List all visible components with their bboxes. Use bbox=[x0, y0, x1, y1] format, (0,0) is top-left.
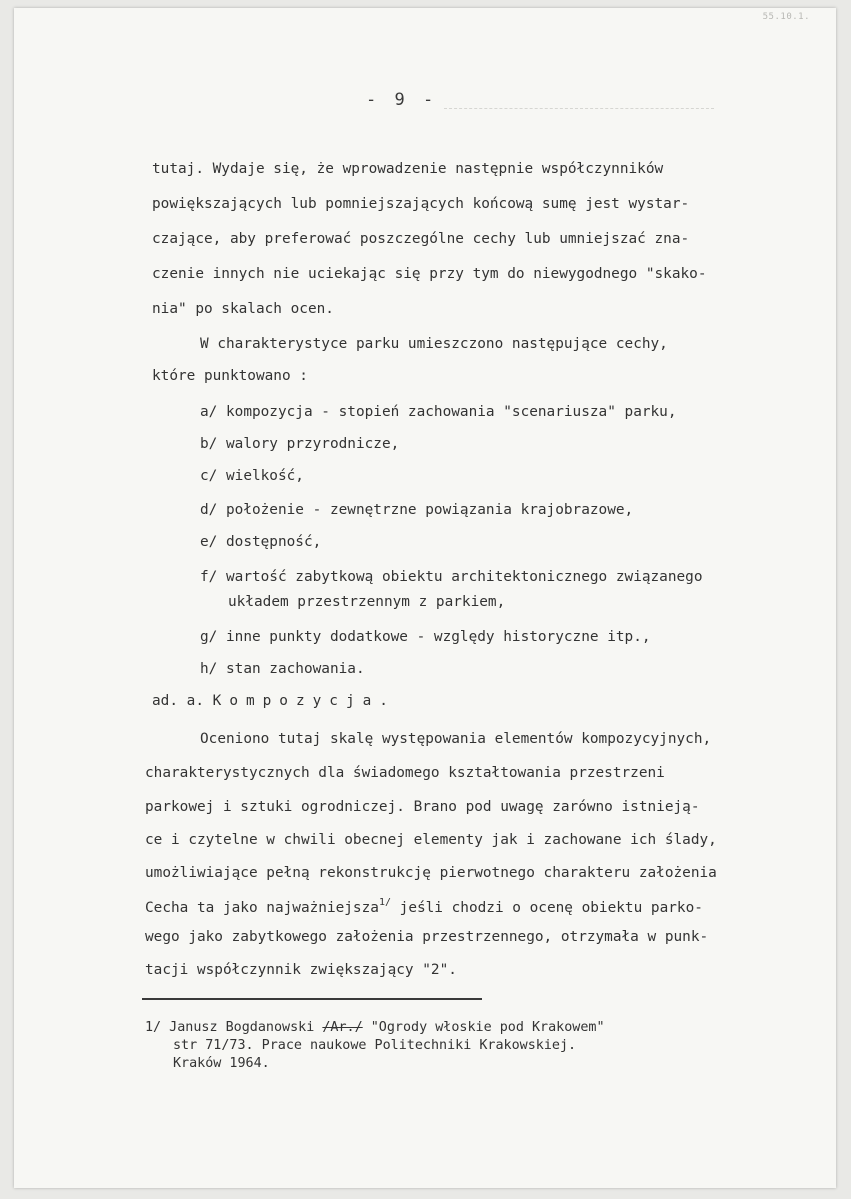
section-heading-word: Kompozycja. bbox=[212, 693, 396, 709]
body-line: Oceniono tutaj skalę występowania elementów kompozycyjnych, bbox=[200, 731, 712, 747]
body-line: czenie innych nie uciekając się przy tym do niewygodnego "skako- bbox=[152, 266, 707, 282]
section-heading bbox=[152, 692, 396, 710]
body-text: jeśli chodzi o ocenę obiektu parko- bbox=[399, 900, 703, 916]
list-item: c/ wielkość, bbox=[200, 468, 304, 484]
body-line: wego jako zabytkowego założenia przestrzennego, otrzymała w punk- bbox=[145, 929, 709, 945]
body-line: parkowej i sztuki ogrodniczej. Brano pod uwagę zarówno istnieją- bbox=[145, 799, 700, 815]
body-line: które punktowano : bbox=[152, 368, 308, 384]
list-item: e/ dostępność, bbox=[200, 534, 322, 550]
footnote-title: "Ogrody włoskie pod Krakowem" bbox=[370, 1020, 605, 1035]
document-page bbox=[14, 8, 836, 1188]
body-line: nia" po skalach ocen. bbox=[152, 301, 334, 317]
footnote-line: str 71/73. Prace naukowe Politechniki Krakowskiej. bbox=[173, 1038, 577, 1053]
body-line: ce i czytelne w chwili obecnej elementy jak i zachowane ich ślady, bbox=[145, 832, 717, 848]
ghost-underline bbox=[444, 108, 714, 110]
list-item: f/ wartość zabytkową obiektu architektonicznego związanego bbox=[200, 569, 703, 585]
footnote-author: 1/ Janusz Bogdanowski bbox=[145, 1020, 315, 1035]
body-line: umożliwiające pełną rekonstrukcję pierwotnego charakteru założenia bbox=[145, 865, 717, 881]
list-item: d/ położenie - zewnętrzne powiązania krajobrazowe, bbox=[200, 502, 634, 518]
footnote-line: Kraków 1964. bbox=[173, 1056, 270, 1071]
body-line: tacji współczynnik zwiększający "2". bbox=[145, 962, 457, 978]
list-item-continuation: układem przestrzennym z parkiem, bbox=[228, 594, 506, 610]
list-item: g/ inne punkty dodatkowe - względy historyczne itp., bbox=[200, 629, 651, 645]
footnote-struck-text: /Ar./ bbox=[322, 1020, 363, 1035]
archive-mark: 55.10.1. bbox=[762, 12, 810, 22]
body-line: czające, aby preferować poszczególne cechy lub umniejszać zna- bbox=[152, 231, 690, 247]
body-line: W charakterystyce parku umieszczono następujące cechy, bbox=[200, 336, 668, 352]
footnote-reference: 1/ bbox=[378, 897, 391, 908]
body-line bbox=[145, 894, 703, 917]
body-text: Cecha ta jako najważniejsza bbox=[145, 900, 379, 916]
body-line: charakterystycznych dla świadomego kształtowania przestrzeni bbox=[145, 765, 665, 781]
footnote-separator bbox=[142, 998, 482, 1000]
footnote-line bbox=[145, 1020, 605, 1036]
body-line: powiększających lub pomniejszających końcową sumę jest wystar- bbox=[152, 196, 690, 212]
list-item: h/ stan zachowania. bbox=[200, 661, 365, 677]
list-item: b/ walory przyrodnicze, bbox=[200, 436, 400, 452]
section-heading-prefix: ad. a. bbox=[152, 693, 204, 709]
list-item: a/ kompozycja - stopień zachowania "scenariusza" parku, bbox=[200, 404, 677, 420]
body-line: tutaj. Wydaje się, że wprowadzenie następnie współczynników bbox=[152, 161, 664, 177]
page-number: - 9 - bbox=[366, 90, 438, 110]
